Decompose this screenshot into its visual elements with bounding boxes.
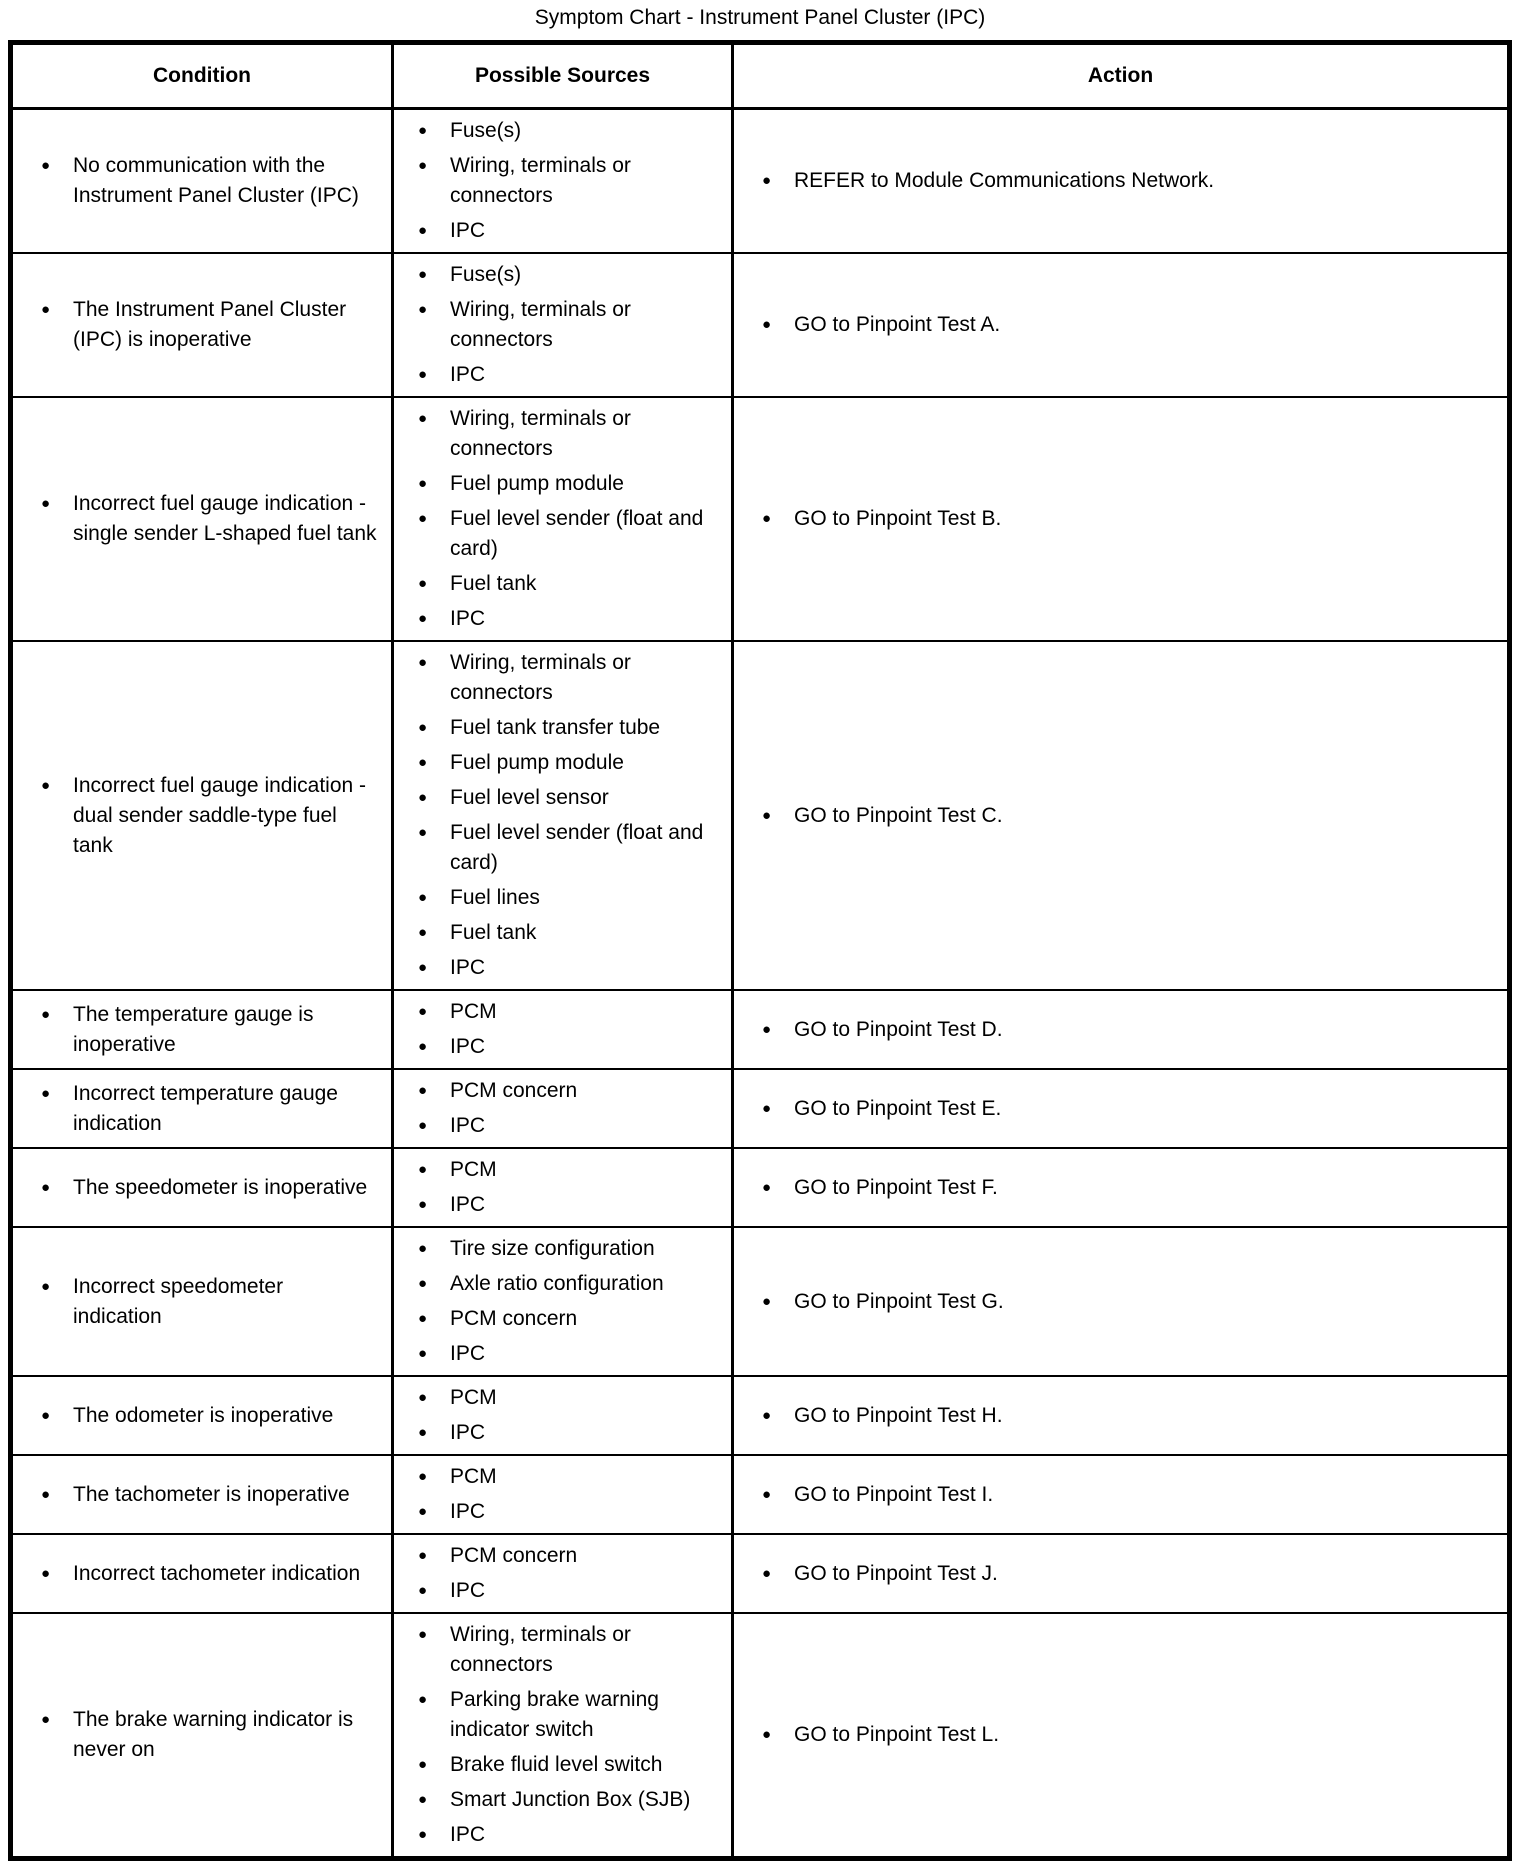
action-item-text: GO to Pinpoint Test C. xyxy=(794,803,1003,827)
action-cell xyxy=(733,1534,1510,1613)
bullet-list xyxy=(762,1173,1497,1203)
bullet-icon: ● xyxy=(418,1791,428,1808)
source-item xyxy=(418,818,723,878)
bullet-icon: ● xyxy=(41,1564,51,1582)
table-row xyxy=(11,1613,1510,1859)
action-cell xyxy=(733,397,1510,641)
action-item-text: GO to Pinpoint Test D. xyxy=(794,1017,1003,1041)
sources-cell xyxy=(393,109,733,254)
table-row xyxy=(11,1376,1510,1455)
bullet-icon: ● xyxy=(41,1485,51,1503)
condition-item-text: The Instrument Panel Cluster (IPC) is inoperative xyxy=(73,298,347,351)
action-item xyxy=(762,1015,1497,1045)
source-item xyxy=(418,604,723,634)
source-item xyxy=(418,713,723,743)
bullet-icon: ● xyxy=(418,1547,428,1564)
bullet-list xyxy=(418,260,723,390)
source-item xyxy=(418,1269,723,1299)
bullet-list xyxy=(762,310,1497,340)
source-item-text: IPC xyxy=(450,1421,486,1444)
bullet-icon: ● xyxy=(762,316,772,333)
bullet-list xyxy=(41,1559,377,1589)
source-item-text: PCM xyxy=(450,1465,497,1488)
action-item xyxy=(762,1559,1497,1589)
bullet-list xyxy=(762,801,1497,831)
source-item xyxy=(418,1750,723,1780)
bullet-list xyxy=(41,1272,377,1332)
condition-item xyxy=(41,1272,377,1332)
condition-item xyxy=(41,151,377,211)
bullet-icon: ● xyxy=(418,959,428,976)
source-item xyxy=(418,504,723,564)
source-item-text: IPC xyxy=(450,1035,486,1058)
action-cell xyxy=(733,1148,1510,1227)
table-row xyxy=(11,1148,1510,1227)
bullet-icon: ● xyxy=(418,1756,428,1773)
condition-item-text: Incorrect speedometer indication xyxy=(73,1274,284,1328)
table-row xyxy=(11,1455,1510,1534)
condition-item xyxy=(41,1705,377,1765)
bullet-icon: ● xyxy=(41,776,51,794)
source-item xyxy=(418,295,723,355)
source-item xyxy=(418,404,723,464)
condition-item-text: Incorrect temperature gauge indication xyxy=(73,1081,338,1135)
action-item-text: GO to Pinpoint Test A. xyxy=(794,313,1001,336)
bullet-icon: ● xyxy=(418,1424,428,1441)
bullet-list xyxy=(418,648,723,983)
source-item xyxy=(418,1576,723,1606)
source-item xyxy=(418,1032,723,1062)
source-item-text: Wiring, terminals or connectors xyxy=(450,407,631,460)
source-item xyxy=(418,953,723,983)
source-item xyxy=(418,997,723,1027)
table-row xyxy=(11,1227,1510,1376)
bullet-list xyxy=(762,1094,1497,1124)
bullet-list xyxy=(41,1401,377,1431)
sources-cell xyxy=(393,1148,733,1227)
bullet-icon: ● xyxy=(762,1292,772,1310)
action-cell xyxy=(733,1455,1510,1534)
source-item-text: Fuel level sensor xyxy=(450,786,609,809)
condition-item-text: The speedometer is inoperative xyxy=(73,1175,368,1199)
table-row xyxy=(11,1069,1510,1148)
condition-cell xyxy=(11,1376,393,1455)
sources-cell xyxy=(393,1376,733,1455)
condition-cell xyxy=(11,990,393,1069)
bullet-list xyxy=(41,1173,377,1203)
source-item xyxy=(418,260,723,290)
bullet-icon: ● xyxy=(418,1345,428,1362)
bullet-list xyxy=(762,166,1497,196)
sources-cell xyxy=(393,641,733,990)
condition-item xyxy=(41,1480,377,1510)
source-item-text: Fuel pump module xyxy=(450,751,624,774)
source-item-text: Fuse(s) xyxy=(450,119,522,142)
source-item xyxy=(418,216,723,246)
bullet-list xyxy=(762,1559,1497,1589)
source-item-text: Fuel tank xyxy=(450,921,537,944)
bullet-icon: ● xyxy=(418,1310,428,1327)
bullet-icon: ● xyxy=(418,719,428,736)
condition-item-text: Incorrect fuel gauge indication - dual sender saddle-type fuel tank xyxy=(73,773,367,857)
bullet-icon: ● xyxy=(418,1626,428,1643)
condition-cell xyxy=(11,1534,393,1613)
action-cell xyxy=(733,990,1510,1069)
bullet-list xyxy=(418,1234,723,1369)
source-item-text: Tire size configuration xyxy=(450,1237,655,1260)
bullet-icon: ● xyxy=(418,1503,428,1520)
action-item-text: GO to Pinpoint Test I. xyxy=(794,1482,994,1506)
action-item-text: GO to Pinpoint Test L. xyxy=(794,1723,1000,1746)
bullet-icon: ● xyxy=(418,889,428,906)
table-row xyxy=(11,253,1510,397)
bullet-list xyxy=(41,151,377,211)
action-item-text: GO to Pinpoint Test B. xyxy=(794,507,1002,530)
bullet-icon: ● xyxy=(41,1711,51,1728)
bullet-icon: ● xyxy=(41,1005,51,1023)
source-item xyxy=(418,1190,723,1220)
symptom-table-body xyxy=(11,109,1510,1859)
action-item xyxy=(762,1401,1497,1431)
bullet-icon: ● xyxy=(418,1691,428,1708)
source-item xyxy=(418,569,723,599)
action-item xyxy=(762,504,1497,534)
action-cell xyxy=(733,109,1510,254)
source-item xyxy=(418,1111,723,1141)
action-cell xyxy=(733,1613,1510,1859)
bullet-icon: ● xyxy=(418,122,428,139)
condition-item xyxy=(41,1000,377,1060)
bullet-list xyxy=(762,1480,1497,1510)
source-item xyxy=(418,748,723,778)
bullet-list xyxy=(762,1720,1497,1750)
bullet-icon: ● xyxy=(762,1178,772,1196)
source-item xyxy=(418,360,723,390)
sources-cell xyxy=(393,253,733,397)
sources-cell xyxy=(393,1227,733,1376)
source-item-text: PCM concern xyxy=(450,1544,578,1567)
source-item-text: IPC xyxy=(450,363,486,386)
bullet-icon: ● xyxy=(418,610,428,627)
source-item-text: Wiring, terminals or connectors xyxy=(450,651,631,704)
bullet-icon: ● xyxy=(41,1084,51,1102)
bullet-icon: ● xyxy=(418,924,428,941)
bullet-icon: ● xyxy=(418,789,428,806)
bullet-icon: ● xyxy=(762,1726,772,1743)
bullet-icon: ● xyxy=(41,1406,51,1424)
bullet-icon: ● xyxy=(418,1582,428,1599)
bullet-icon: ● xyxy=(762,1485,772,1503)
source-item-text: IPC xyxy=(450,1500,486,1523)
condition-item-text: The brake warning indicator is never on xyxy=(73,1708,354,1761)
bullet-list xyxy=(418,1383,723,1448)
source-item xyxy=(418,1462,723,1492)
action-cell xyxy=(733,1376,1510,1455)
action-cell xyxy=(733,641,1510,990)
bullet-icon: ● xyxy=(418,1038,428,1055)
table-row xyxy=(11,990,1510,1069)
bullet-icon: ● xyxy=(762,1564,772,1582)
bullet-list xyxy=(418,1155,723,1220)
source-item xyxy=(418,783,723,813)
bullet-icon: ● xyxy=(418,1275,428,1292)
bullet-list xyxy=(41,489,377,549)
source-item-text: PCM xyxy=(450,1158,497,1181)
action-item xyxy=(762,801,1497,831)
source-item xyxy=(418,883,723,913)
table-row xyxy=(11,397,1510,641)
sources-cell xyxy=(393,1613,733,1859)
source-item xyxy=(418,1383,723,1413)
sources-cell xyxy=(393,1455,733,1534)
bullet-icon: ● xyxy=(41,1178,51,1196)
table-row xyxy=(11,1534,1510,1613)
col-header-action: Action xyxy=(733,43,1510,109)
bullet-icon: ● xyxy=(418,1240,428,1257)
condition-cell xyxy=(11,397,393,641)
bullet-icon: ● xyxy=(418,1389,428,1406)
action-cell xyxy=(733,253,1510,397)
source-item-text: Fuel level sender (float and card) xyxy=(450,821,704,874)
bullet-icon: ● xyxy=(418,475,428,492)
bullet-list xyxy=(762,1015,1497,1045)
action-item-text: GO to Pinpoint Test F. xyxy=(794,1175,998,1199)
source-item-text: Fuse(s) xyxy=(450,263,522,286)
bullet-list xyxy=(41,1480,377,1510)
bullet-list xyxy=(41,1705,377,1765)
action-item xyxy=(762,1480,1497,1510)
action-item-text: GO to Pinpoint Test E. xyxy=(794,1096,1002,1120)
source-item xyxy=(418,648,723,708)
condition-item-text: Incorrect tachometer indication xyxy=(73,1561,361,1585)
bullet-list xyxy=(418,1076,723,1141)
action-item xyxy=(762,1720,1497,1750)
condition-item-text: Incorrect fuel gauge indication - single sender L-shaped fuel tank xyxy=(73,492,377,545)
source-item xyxy=(418,1785,723,1815)
source-item xyxy=(418,1304,723,1334)
condition-item-text: The odometer is inoperative xyxy=(73,1403,334,1427)
bullet-icon: ● xyxy=(418,410,428,427)
condition-item-text: No communication with the Instrument Panel Cluster (IPC) xyxy=(73,154,359,207)
source-item-text: Axle ratio configuration xyxy=(450,1272,664,1295)
source-item-text: IPC xyxy=(450,1193,486,1216)
source-item xyxy=(418,1076,723,1106)
page-title: Symptom Chart - Instrument Panel Cluster (IPC) xyxy=(534,6,986,29)
action-item xyxy=(762,1287,1497,1317)
bullet-list xyxy=(418,997,723,1062)
source-item xyxy=(418,1234,723,1264)
bullet-icon: ● xyxy=(418,754,428,771)
source-item-text: Brake fluid level switch xyxy=(450,1753,663,1776)
bullet-list xyxy=(418,1620,723,1850)
source-item-text: IPC xyxy=(450,1342,486,1365)
condition-cell xyxy=(11,253,393,397)
source-item-text: Fuel tank transfer tube xyxy=(450,716,661,739)
bullet-icon: ● xyxy=(762,806,772,824)
source-item-text: IPC xyxy=(450,956,486,979)
bullet-icon: ● xyxy=(418,1117,428,1134)
source-item-text: PCM concern xyxy=(450,1307,578,1330)
source-item-text: Wiring, terminals or connectors xyxy=(450,1623,631,1676)
action-item-text: REFER to Module Communications Network. xyxy=(794,169,1215,192)
bullet-list xyxy=(418,1541,723,1606)
source-item-text: PCM concern xyxy=(450,1079,578,1102)
table-row xyxy=(11,641,1510,990)
condition-item xyxy=(41,1079,377,1139)
condition-cell xyxy=(11,641,393,990)
source-item-text: IPC xyxy=(450,1114,486,1137)
header-row xyxy=(11,43,1510,109)
bullet-list xyxy=(418,116,723,246)
action-item-text: GO to Pinpoint Test G. xyxy=(794,1289,1004,1313)
condition-cell xyxy=(11,1227,393,1376)
source-item xyxy=(418,1541,723,1571)
bullet-icon: ● xyxy=(418,510,428,527)
bullet-list xyxy=(41,295,377,355)
action-item xyxy=(762,1173,1497,1203)
bullet-icon: ● xyxy=(418,157,428,174)
source-item-text: Fuel pump module xyxy=(450,472,624,495)
action-item-text: GO to Pinpoint Test H. xyxy=(794,1403,1003,1427)
source-item xyxy=(418,1497,723,1527)
condition-cell xyxy=(11,109,393,254)
bullet-list xyxy=(762,1401,1497,1431)
condition-cell xyxy=(11,1069,393,1148)
bullet-icon: ● xyxy=(762,1099,772,1117)
source-item-text: Fuel tank xyxy=(450,572,537,595)
bullet-icon: ● xyxy=(418,1003,428,1020)
bullet-icon: ● xyxy=(418,1161,428,1178)
action-item xyxy=(762,310,1497,340)
bullet-icon: ● xyxy=(418,366,428,383)
bullet-list xyxy=(41,1000,377,1060)
condition-item xyxy=(41,1559,377,1589)
source-item-text: PCM xyxy=(450,1000,497,1023)
sources-cell xyxy=(393,990,733,1069)
bullet-icon: ● xyxy=(762,510,772,527)
action-item-text: GO to Pinpoint Test J. xyxy=(794,1561,998,1585)
bullet-icon: ● xyxy=(418,575,428,592)
bullet-list xyxy=(418,1462,723,1527)
bullet-list xyxy=(418,404,723,634)
condition-item xyxy=(41,771,377,861)
source-item xyxy=(418,918,723,948)
bullet-icon: ● xyxy=(41,495,51,512)
condition-cell xyxy=(11,1148,393,1227)
bullet-icon: ● xyxy=(41,301,51,318)
bullet-list xyxy=(41,1079,377,1139)
bullet-icon: ● xyxy=(418,654,428,671)
bullet-icon: ● xyxy=(41,1277,51,1295)
source-item xyxy=(418,116,723,146)
source-item-text: Parking brake warning indicator switch xyxy=(450,1688,659,1741)
bullet-icon: ● xyxy=(41,157,51,174)
source-item-text: Smart Junction Box (SJB) xyxy=(450,1788,691,1811)
source-item xyxy=(418,1418,723,1448)
condition-item xyxy=(41,295,377,355)
bullet-list xyxy=(41,771,377,861)
bullet-icon: ● xyxy=(418,1082,428,1099)
bullet-icon: ● xyxy=(418,824,428,841)
bullet-list xyxy=(762,1287,1497,1317)
source-item xyxy=(418,1620,723,1680)
bullet-icon: ● xyxy=(762,1020,772,1038)
condition-item-text: The tachometer is inoperative xyxy=(73,1482,350,1506)
sources-cell xyxy=(393,1069,733,1148)
source-item-text: PCM xyxy=(450,1386,497,1409)
col-header-possible-sources: Possible Sources xyxy=(393,43,733,109)
action-item xyxy=(762,1094,1497,1124)
source-item-text: Wiring, terminals or connectors xyxy=(450,154,631,207)
source-item-text: IPC xyxy=(450,1823,486,1846)
source-item-text: Wiring, terminals or connectors xyxy=(450,298,631,351)
source-item xyxy=(418,1820,723,1850)
condition-item xyxy=(41,1173,377,1203)
condition-item xyxy=(41,1401,377,1431)
symptom-table xyxy=(8,40,1512,1861)
source-item xyxy=(418,469,723,499)
bullet-icon: ● xyxy=(418,222,428,239)
source-item xyxy=(418,151,723,211)
bullet-icon: ● xyxy=(762,172,772,189)
col-header-condition: Condition xyxy=(11,43,393,109)
action-cell xyxy=(733,1227,1510,1376)
action-cell xyxy=(733,1069,1510,1148)
source-item-text: IPC xyxy=(450,1579,486,1602)
source-item-text: IPC xyxy=(450,219,486,242)
source-item-text: Fuel level sender (float and card) xyxy=(450,507,704,560)
source-item-text: Fuel lines xyxy=(450,886,540,909)
source-item xyxy=(418,1685,723,1745)
source-item xyxy=(418,1155,723,1185)
sources-cell xyxy=(393,1534,733,1613)
condition-cell xyxy=(11,1455,393,1534)
action-item xyxy=(762,166,1497,196)
sources-cell xyxy=(393,397,733,641)
bullet-icon: ● xyxy=(418,1826,428,1843)
table-row xyxy=(11,109,1510,254)
bullet-icon: ● xyxy=(418,1468,428,1485)
source-item xyxy=(418,1339,723,1369)
bullet-icon: ● xyxy=(418,266,428,283)
bullet-list xyxy=(762,504,1497,534)
bullet-icon: ● xyxy=(418,1196,428,1213)
bullet-icon: ● xyxy=(418,301,428,318)
source-item-text: IPC xyxy=(450,607,486,630)
bullet-icon: ● xyxy=(762,1406,772,1424)
condition-item-text: The temperature gauge is inoperative xyxy=(73,1002,314,1056)
condition-cell xyxy=(11,1613,393,1859)
condition-item xyxy=(41,489,377,549)
